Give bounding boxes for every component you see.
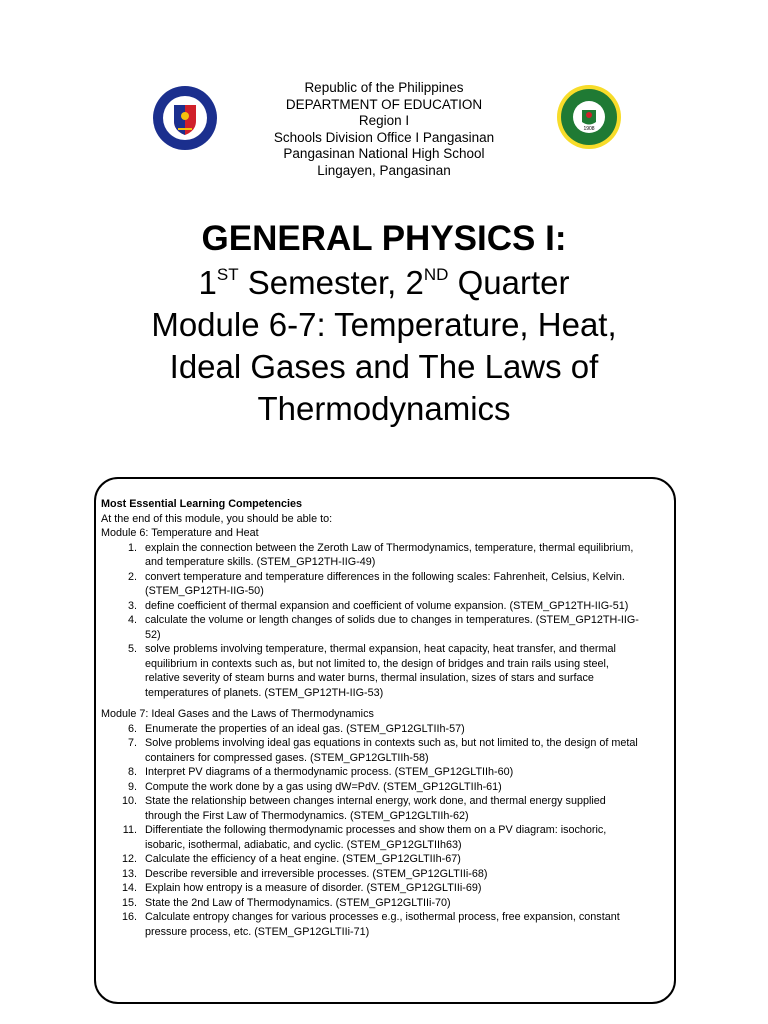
competency-item <box>101 613 669 642</box>
module-title-line-1: Module 6-7: Temperature, Heat, <box>151 306 617 343</box>
competency-text-line: 52) <box>145 628 161 641</box>
header-republic: Republic of the Philippines <box>304 80 464 95</box>
competency-number: 3. <box>127 599 137 612</box>
competencies-content <box>101 497 669 939</box>
competency-number: 10. <box>121 795 137 807</box>
quarter-superscript: ND <box>423 265 449 284</box>
module7-competency-list <box>101 722 669 940</box>
competency-text-line: equilibrium in contexts such as, but not limited to, the design of bridges and train rails using steel, <box>145 657 609 670</box>
competency-item <box>101 765 669 780</box>
competency-text-line: calculate the volume or length changes of solids due to changes in temperatures. (STEM_GP12TH-IIG- <box>145 614 639 626</box>
competency-text-line: containers for compressed gases. (STEM_GP12GLTIIh-58) <box>145 751 429 764</box>
competency-number: 12. <box>121 853 137 865</box>
competency-item <box>101 541 669 570</box>
competency-text-line: solve problems involving temperature, thermal expansion, heat capacity, heat transfer, and thermal <box>145 643 616 655</box>
competency-number: 2. <box>127 570 137 583</box>
competency-text-line: isobaric, isothermal, adiabatic, and cyclic. (STEM_GP12GLTIIh63) <box>145 838 462 851</box>
module7-label: Module 7: Ideal Gases and the Laws of Thermodynamics <box>101 708 374 720</box>
competency-number: 7. <box>127 737 137 749</box>
competency-text-line: convert temperature and temperature differences in the following scales: Fahrenheit, Celsius, Kelvin. <box>145 570 625 583</box>
semester-quarter-line <box>0 264 768 302</box>
header-division: Schools Division Office I Pangasinan <box>273 129 495 145</box>
competency-text-line: State the relationship between changes internal energy, work done, and thermal energy supplied <box>145 795 606 807</box>
module-title-line-3: Thermodynamics <box>257 390 511 427</box>
semester-number: 1 <box>198 264 217 301</box>
competency-item <box>101 599 669 614</box>
competency-text-line: Differentiate the following thermodynamic processes and show them on a PV diagram: isochoric, <box>145 824 607 836</box>
competency-item <box>101 722 669 737</box>
semester-word: Semester, 2 <box>238 264 424 301</box>
competency-item <box>101 736 669 765</box>
competency-number: 13. <box>121 867 137 880</box>
competency-text-line: and temperature skills. (STEM_GP12TH-IIG-49) <box>145 556 376 568</box>
competency-number: 16. <box>121 911 137 923</box>
competency-item <box>101 867 669 882</box>
competency-text-line: Explain how entropy is a measure of disorder. (STEM_GP12GLTIIi-69) <box>145 882 482 894</box>
page-title: GENERAL PHYSICS I: <box>201 219 567 258</box>
competency-text-line: Compute the work done by a gas using dW=PdV. (STEM_GP12GLTIIh-61) <box>145 780 502 793</box>
competency-text-line: State the 2nd Law of Thermodynamics. (STEM_GP12GLTIIi-70) <box>145 896 451 909</box>
header-department: DEPARTMENT OF EDUCATION <box>285 96 483 112</box>
module6-label: Module 6: Temperature and Heat <box>101 527 259 539</box>
header-region: Region I <box>358 113 410 128</box>
competency-text-line: relative severity of steam burns and water burns, thermal insulation, sizes of stars and surface <box>145 672 594 684</box>
competency-number: 4. <box>127 614 137 626</box>
competency-number: 15. <box>121 896 137 909</box>
module6-competency-list <box>101 541 669 701</box>
competency-item <box>101 852 669 867</box>
competency-item <box>101 780 669 795</box>
competency-item <box>101 570 669 599</box>
competency-text-line: Calculate the efficiency of a heat engine. (STEM_GP12GLTIIh-67) <box>145 853 461 865</box>
document-header <box>0 80 768 179</box>
header-school: Pangasinan National High School <box>283 146 485 161</box>
competency-item <box>101 794 669 823</box>
competency-number: 1. <box>127 541 137 554</box>
competency-item <box>101 910 669 939</box>
competencies-intro: At the end of this module, you should be able to: <box>101 512 333 525</box>
semester-superscript: ST <box>216 265 239 284</box>
module-title-line-2: Ideal Gases and The Laws of <box>169 348 599 385</box>
title-block <box>0 218 768 428</box>
competencies-heading: Most Essential Learning Competencies <box>101 498 302 510</box>
competency-text-line: Calculate entropy changes for various processes e.g., isothermal process, free expansion, constant <box>145 911 620 923</box>
competency-text-line: Enumerate the properties of an ideal gas. (STEM_GP12GLTIIh-57) <box>145 722 465 735</box>
competency-item <box>101 896 669 911</box>
header-location: Lingayen, Pangasinan <box>317 162 451 178</box>
competency-text-line: temperatures of planets. (STEM_GP12TH-IIG-53) <box>145 686 384 699</box>
competency-number: 9. <box>127 780 137 793</box>
competency-item <box>101 881 669 896</box>
competency-text-line: (STEM_GP12TH-IIG-50) <box>145 585 264 597</box>
competency-item <box>101 823 669 852</box>
competency-item <box>101 642 669 700</box>
svg-text:1908: 1908 <box>583 126 595 132</box>
competency-text-line: Solve problems involving ideal gas equations in contexts such as, but not limited to, the design of metal <box>145 737 638 749</box>
competency-number: 14. <box>121 882 137 894</box>
competency-number: 8. <box>127 766 137 778</box>
competency-number: 5. <box>127 643 137 655</box>
competency-text-line: Describe reversible and irreversible processes. (STEM_GP12GLTIIi-68) <box>145 867 488 880</box>
competency-text-line: Interpret PV diagrams of a thermodynamic process. (STEM_GP12GLTIIh-60) <box>145 766 514 778</box>
competency-text-line: explain the connection between the Zeroth Law of Thermodynamics, temperature, thermal equilibrium, <box>145 541 634 554</box>
competency-text-line: pressure process, etc. (STEM_GP12GLTIIi-71) <box>145 925 370 938</box>
competency-number: 6. <box>127 722 137 735</box>
competency-text-line: through the First Law of Thermodynamics. (STEM_GP12GLTIIh-62) <box>145 809 469 822</box>
competency-text-line: define coefficient of thermal expansion and coefficient of volume expansion. (STEM_GP12TH-IIG-51) <box>145 599 629 612</box>
quarter-word: Quarter <box>448 264 570 301</box>
competency-number: 11. <box>122 824 137 836</box>
